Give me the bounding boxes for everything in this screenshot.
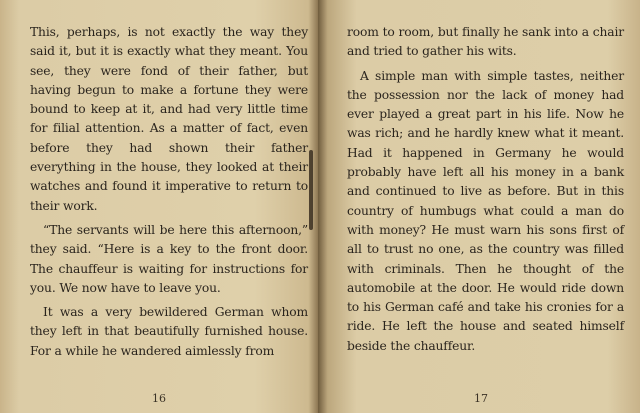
paragraph: A simple man with simple tastes, neither the possession nor the lack of money had ever played a great part in his life. Now he was rich; and he hardly knew what it meant. Had it happened in Germany he would probably have left all his money in a bank and continued to live as before. But in this country of humbugs what could a man do with money? He must warn his sons first of all to trust no one, as the country was filled with criminals. Then he thought of the automobile at the door. He would ride down to his German café and take his cronies for a ride. He left the house and seated himself beside the chauffeur. — [347, 68, 624, 353]
page-number: 17 — [474, 392, 488, 405]
paragraph: This, perhaps, is not exactly the way they said it, but it is exactly what they meant. You see, they were fond of their father, but having begun to make a fortune they were bound to keep at it, and had very little time for filial attention. As a matter of fact, even before they had shown their father everything in the house, they looked at their watches and found it imperative to return to their work. — [30, 25, 308, 213]
paragraph: room to room, but finally he sank into a chair and tried to gather his wits. — [347, 25, 624, 59]
paragraph: “The servants will be here this afternoon,” they said. “Here is a key to the front door. The chauffeur is waiting for instructions for you. We now have to leave you. — [30, 222, 308, 295]
left-page — [0, 0, 318, 413]
right-page — [318, 0, 640, 413]
paragraph: It was a very bewildered German whom they left in that beautifully furnished house. For a while he wandered aimlessly from — [30, 305, 308, 358]
binding-thread — [309, 150, 313, 230]
page-number: 16 — [152, 392, 166, 405]
